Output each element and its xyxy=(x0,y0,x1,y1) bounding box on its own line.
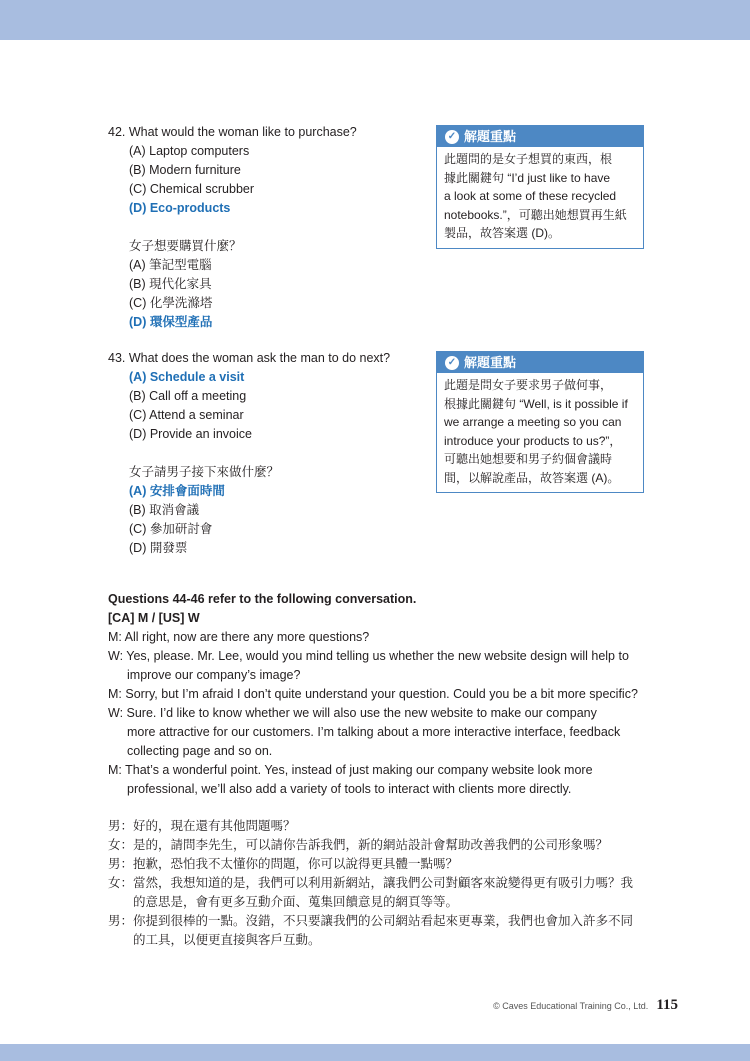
option-42-a: (A) Laptop computers xyxy=(129,144,250,158)
option-43-b-zh: (B) 取消會議 xyxy=(129,503,200,517)
option-42-a-zh: (A) 筆記型電腦 xyxy=(129,258,212,272)
translation-line: 女：當然，我想知道的是，我們可以利用新網站，讓我們公司對顧客來說變得更有吸引力嗎？我 xyxy=(108,876,634,890)
question-43-stem: 43. What does the woman ask the man to do next? xyxy=(108,351,391,365)
conversation-line: improve our company’s image? xyxy=(127,668,301,682)
option-42-c-zh: (C) 化學洗滌塔 xyxy=(129,296,213,310)
conversation-line: M: Sorry, but I’m afraid I don’t quite understand your question. Could you be a bit more specific? xyxy=(108,687,638,701)
tip-box-42-title: 解題重點 xyxy=(464,129,517,144)
conversation-line: M: All right, now are there any more questions? xyxy=(108,630,370,644)
option-43-b: (B) Call off a meeting xyxy=(129,389,247,403)
question-42-stem: 42. What would the woman like to purchase? xyxy=(108,125,357,139)
tip-42-line: a look at some of these recycled xyxy=(444,189,617,203)
conversation-line: professional, we’ll also add a variety of tools to interact with clients more directly. xyxy=(127,782,572,796)
tip-box-43-body xyxy=(437,373,643,492)
tip-box-43-title: 解題重點 xyxy=(464,355,517,370)
question-42-zh: 女子想要購買什麼？ xyxy=(129,239,242,253)
tip-42-line: notebooks.”，可聽出她想買再生紙 xyxy=(444,207,627,222)
conversation-line: collecting page and so on. xyxy=(127,744,273,758)
conversation-line: M: That’s a wonderful point. Yes, instead of just making our company website look more xyxy=(108,763,593,777)
translation-line: 男：好的，現在還有其他問題嗎？ xyxy=(108,819,296,833)
tip-box-42-body xyxy=(437,147,643,248)
pencil-check-icon: ✓ xyxy=(445,356,459,370)
copyright-text: © Caves Educational Training Co., Ltd. xyxy=(493,1001,649,1011)
translation-line: 男：抱歉，恐怕我不太懂你的問題，你可以說得更具體一點嗎？ xyxy=(108,857,459,871)
tip-box-42 xyxy=(436,125,644,249)
tip-43-line: 根據此關鍵句 “Well, is it possible if xyxy=(444,396,628,411)
option-43-c: (C) Attend a seminar xyxy=(129,408,244,422)
option-42-b: (B) Modern furniture xyxy=(129,163,241,177)
question-43-zh: 女子請男子接下來做什麼？ xyxy=(129,465,280,479)
page-footer xyxy=(493,997,678,1014)
option-43-a-zh-answer: (A) 安排會面時間 xyxy=(129,484,225,498)
conversation-transcript xyxy=(108,590,668,799)
tip-43-line: 間，以解說產品，故答案選 (A)。 xyxy=(444,470,620,485)
tip-43-line: we arrange a meeting so you can xyxy=(444,415,622,429)
header-band xyxy=(0,0,750,40)
page-number: 115 xyxy=(656,997,678,1013)
option-42-d-zh-answer: (D) 環保型產品 xyxy=(129,315,213,329)
option-43-d: (D) Provide an invoice xyxy=(129,427,252,441)
tip-42-line: 據此關鍵句 “I’d just like to have xyxy=(444,170,611,185)
tip-43-line: 此題是問女子要求男子做何事， xyxy=(444,378,613,392)
option-43-d-zh: (D) 開發票 xyxy=(129,541,188,555)
question-43 xyxy=(108,349,390,558)
tip-42-line: 製品，故答案選 (D)。 xyxy=(444,226,560,240)
option-43-a-answer: (A) Schedule a visit xyxy=(129,370,245,384)
translation-line: 女：是的，請問李先生，可以請你告訴我們，新的網站設計會幫助改善我們的公司形象嗎？ xyxy=(108,838,609,852)
tip-box-43-header xyxy=(437,352,643,373)
option-42-d-answer: (D) Eco-products xyxy=(129,201,231,215)
tip-box-43 xyxy=(436,351,644,493)
conversation-line: more attractive for our customers. I’m talking about a more interactive interface, feedback xyxy=(127,725,621,739)
option-42-b-zh: (B) 現代化家具 xyxy=(129,277,212,291)
tip-43-line: 可聽出她想要和男子約個會議時 xyxy=(444,452,613,466)
conversation-line: W: Yes, please. Mr. Lee, would you mind telling us whether the new website design will help to xyxy=(108,649,629,663)
translation-line: 男：你提到很棒的一點。沒錯，不只要讓我們的公司網站看起來更專業，我們也會加入許多不同 xyxy=(108,914,634,928)
conversation-heading: Questions 44-46 refer to the following conversation. xyxy=(108,592,417,606)
conversation-translation xyxy=(108,817,668,950)
translation-line: 的工具，以便更直接與客戶互動。 xyxy=(133,933,321,947)
footer-band xyxy=(0,1044,750,1061)
conversation-line: W: Sure. I’d like to know whether we will also use the new website to make our company xyxy=(108,706,597,720)
translation-line: 的意思是，會有更多互動介面、蒐集回饋意見的網頁等等。 xyxy=(133,895,459,909)
option-43-c-zh: (C) 參加研討會 xyxy=(129,522,213,536)
option-42-c: (C) Chemical scrubber xyxy=(129,182,255,196)
tip-42-line: 此題問的是女子想買的東西，根 xyxy=(444,152,613,166)
tip-43-line: introduce your products to us?”， xyxy=(444,433,622,448)
tip-box-42-header xyxy=(437,126,643,147)
question-42 xyxy=(108,123,357,332)
conversation-speakers: [CA] M / [US] W xyxy=(108,611,200,625)
pencil-check-icon: ✓ xyxy=(445,130,459,144)
